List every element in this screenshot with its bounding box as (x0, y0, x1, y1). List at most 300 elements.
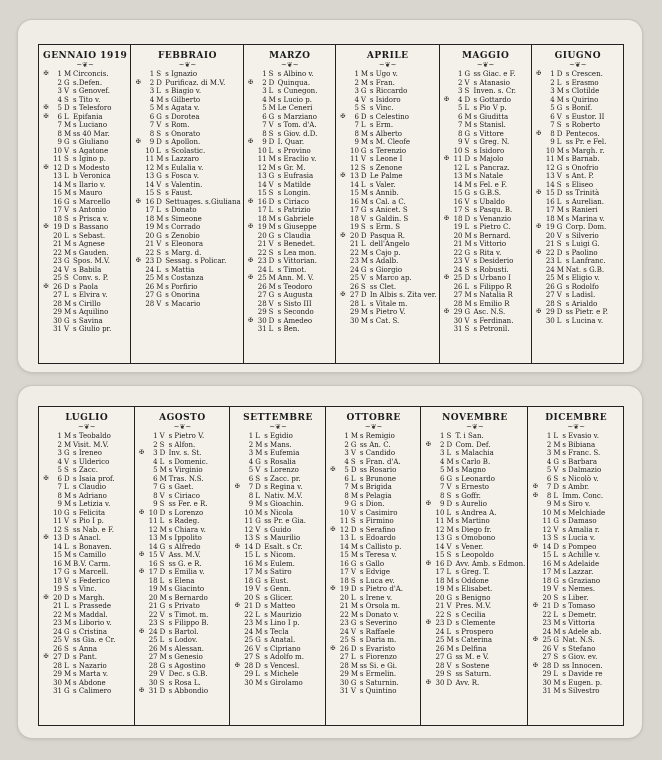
holiday-cross-icon (42, 449, 50, 458)
day-row (329, 509, 419, 518)
holiday-cross-icon (138, 653, 146, 662)
weekday-letter: S (268, 189, 274, 197)
saint-name: s Barnab. (565, 155, 600, 163)
day-row (443, 206, 529, 215)
day-row (42, 466, 132, 475)
holiday-cross-icon (531, 611, 539, 620)
saint-name: s Donato v. (359, 610, 399, 619)
day-row (134, 257, 240, 266)
weekday-letter: V (350, 687, 356, 695)
day-row (134, 79, 240, 88)
day-number: 2 (546, 440, 552, 449)
day-number: 27 (435, 653, 445, 661)
holiday-cross-icon (339, 257, 347, 266)
holiday-cross-icon: ✠ (135, 78, 141, 86)
weekday-letter: V (64, 87, 70, 95)
day-number: 19 (435, 585, 445, 593)
saint-name: s Privato (168, 602, 200, 610)
month-name: GENNAIO 1919 (43, 51, 128, 61)
ornament-icon: ~❦~ (476, 61, 495, 69)
saint-name: s Majolo (473, 155, 504, 163)
holiday-cross-icon: ✠ (43, 104, 49, 111)
holiday-cross-icon: ✠ (248, 316, 254, 324)
saint-name: s Federico (73, 576, 110, 585)
holiday-cross-icon: ✠ (340, 112, 346, 120)
saint-name: s Rosa L. (168, 678, 201, 687)
weekday-letter: L (64, 483, 69, 491)
day-row (424, 636, 525, 645)
holiday-cross-icon: ✠ (340, 172, 346, 179)
saint-name: s Camillo (73, 551, 106, 559)
day-number: 11 (148, 517, 158, 525)
day-number: 5 (439, 466, 445, 474)
saint-name: s Luigi G. (565, 240, 600, 248)
saint-name: s Adelaide (562, 559, 600, 568)
saint-name: s Gallo (359, 559, 385, 568)
day-row (247, 232, 333, 241)
day-number: 10 (453, 146, 463, 155)
saint-name: s Edvige (359, 568, 391, 576)
weekday-letter: M (268, 104, 276, 112)
holiday-cross-icon (443, 223, 451, 232)
day-number: 20 (545, 231, 555, 240)
saint-name: I. Quar. (277, 138, 305, 146)
holiday-cross-icon: ✠ (532, 636, 538, 643)
saint-name: ss G. e R. (168, 559, 202, 568)
holiday-cross-icon: ✠ (443, 214, 450, 222)
day-number: 23 (542, 619, 552, 627)
saint-name: s Pancraz. (473, 163, 510, 172)
day-number: 15 (453, 189, 463, 197)
day-number: 25 (257, 274, 267, 282)
weekday-letter: D (556, 308, 563, 316)
holiday-cross-icon (531, 551, 539, 560)
day-row (233, 645, 323, 654)
saint-name: s Ciriaco (168, 491, 200, 500)
day-number: 17 (257, 206, 267, 214)
day-row (339, 147, 437, 156)
holiday-cross-icon (424, 568, 432, 577)
weekday-letter: M (360, 189, 369, 197)
ornament-icon: ~❦~ (569, 61, 587, 69)
saint-name: s Emilia v. (168, 568, 205, 576)
saint-name: s Quintino (359, 687, 397, 695)
saint-name: s Igino p. (73, 155, 106, 163)
day-number: 24 (349, 265, 359, 274)
saint-name: Dec. s G.B. (168, 670, 208, 678)
day-number: 8 (458, 129, 463, 138)
holiday-cross-icon (134, 266, 142, 275)
month-name: DICEMBRE (545, 413, 608, 423)
day-number: 22 (53, 248, 62, 257)
saint-name: s Brunone (359, 474, 397, 483)
weekday-letter: L (156, 87, 161, 95)
day-row (42, 274, 128, 283)
day-row (138, 687, 228, 696)
weekday-letter: M (446, 576, 454, 585)
day-number: 3 (262, 87, 267, 95)
day-number: 6 (354, 112, 359, 121)
day-number: 4 (550, 95, 555, 104)
saint-name: Nat. s G.B. (565, 265, 605, 274)
day-row (247, 113, 333, 122)
holiday-cross-icon (42, 249, 50, 258)
weekday-letter: D (350, 585, 357, 593)
weekday-letter: L (464, 223, 470, 231)
saint-name: s Alfon. (168, 440, 196, 449)
saint-name: ss Clet. (369, 282, 397, 291)
holiday-cross-icon (424, 466, 432, 475)
day-row (535, 215, 621, 224)
saint-name: s Leone I (369, 155, 403, 163)
holiday-cross-icon (339, 155, 347, 164)
day-row (329, 568, 419, 577)
holiday-cross-icon (329, 458, 337, 467)
saint-name: s Cat. S. (369, 316, 400, 325)
day-number: 22 (545, 248, 555, 257)
weekday-letter: D (64, 534, 70, 542)
weekday-letter: D (446, 500, 453, 508)
day-row (42, 645, 132, 654)
saint-name: s Fran. (369, 78, 395, 87)
day-row (138, 534, 228, 543)
day-row (138, 594, 228, 603)
weekday-letter: G (268, 112, 275, 121)
weekday-letter: M (553, 619, 561, 627)
day-row (138, 619, 228, 628)
saint-name: ss Fer. e R. (168, 500, 208, 508)
holiday-cross-icon (233, 577, 241, 586)
weekday-letter: V (64, 206, 70, 214)
day-number: 16 (257, 197, 267, 206)
holiday-cross-icon (42, 645, 50, 654)
weekday-letter: M (64, 610, 72, 619)
weekday-letter: D (464, 95, 471, 104)
day-number: 3 (149, 87, 155, 95)
day-number: 31 (453, 325, 463, 333)
day-row (42, 70, 128, 79)
day-row (443, 87, 529, 96)
weekday-letter: V (64, 517, 70, 525)
weekday-letter: S (556, 240, 562, 248)
holiday-cross-icon (424, 662, 432, 671)
holiday-cross-icon (424, 645, 432, 654)
day-number: 13 (435, 534, 445, 542)
day-number: 3 (248, 449, 254, 457)
holiday-cross-icon (531, 653, 539, 662)
day-number: 15 (435, 551, 445, 559)
day-row (531, 636, 621, 645)
day-row (329, 662, 419, 671)
saint-name: dell'Angelo (369, 240, 410, 248)
saint-name: s Malachia (455, 449, 494, 457)
holiday-cross-icon (138, 636, 146, 645)
day-number: 24 (53, 627, 62, 636)
weekday-letter: G (350, 619, 357, 627)
day-number: 15 (148, 551, 158, 559)
weekday-letter: L (464, 163, 470, 172)
saint-name: s Agnese (73, 240, 105, 248)
weekday-letter: M (64, 248, 72, 257)
holiday-cross-icon (42, 215, 50, 224)
weekday-letter: M (464, 112, 472, 121)
day-row (329, 560, 419, 569)
holiday-cross-icon (42, 138, 50, 147)
saint-name: s Martino (455, 517, 490, 525)
day-row (247, 130, 333, 139)
weekday-letter: S (255, 474, 261, 483)
day-number: 9 (262, 138, 267, 146)
day-number: 30 (53, 316, 62, 325)
weekday-letter: V (360, 214, 366, 223)
holiday-cross-icon (531, 645, 539, 654)
day-number: 13 (53, 534, 62, 542)
day-row (535, 155, 621, 164)
day-number: 2 (439, 440, 445, 449)
saint-name: s Bonif. (565, 104, 593, 112)
saint-name: s Sebast. (73, 231, 106, 240)
saint-name: s Erasmo (565, 78, 599, 87)
holiday-cross-icon: ✠ (234, 602, 240, 609)
holiday-cross-icon (531, 568, 539, 577)
day-number: 7 (550, 121, 555, 129)
day-number: 28 (545, 299, 555, 308)
holiday-cross-icon (424, 653, 432, 662)
holiday-cross-icon (329, 568, 337, 577)
holiday-cross-icon (134, 164, 142, 173)
day-number: 26 (53, 644, 62, 653)
day-row (424, 449, 525, 458)
holiday-cross-icon (339, 87, 347, 96)
day-number: 11 (53, 155, 62, 163)
holiday-cross-icon (233, 551, 241, 560)
holiday-cross-icon (339, 223, 347, 232)
day-row (233, 475, 323, 484)
day-row (233, 602, 323, 611)
saint-name: s Bernard. (473, 231, 511, 240)
day-number: 29 (257, 308, 267, 316)
saint-name: s Remigio (359, 432, 395, 440)
saint-name: s Rita v. (473, 248, 502, 257)
day-number: 16 (339, 559, 349, 568)
holiday-cross-icon (134, 206, 142, 215)
day-number: 1 (153, 432, 158, 440)
day-number: 21 (435, 602, 445, 610)
weekday-letter: M (159, 466, 167, 474)
day-row (42, 526, 132, 535)
day-number: 1 (57, 70, 62, 78)
saint-name: s Ireneo (73, 449, 102, 457)
day-number: 18 (257, 214, 267, 223)
day-row (535, 87, 621, 96)
day-row (233, 432, 323, 441)
holiday-cross-icon (531, 670, 539, 679)
day-row (138, 526, 228, 535)
day-number: 19 (339, 585, 349, 593)
day-row (134, 283, 240, 292)
day-number: 7 (57, 483, 62, 491)
day-number: 20 (349, 231, 359, 240)
saint-name: s Maddal. (73, 610, 108, 619)
saint-name: s Valer. (369, 180, 396, 189)
holiday-cross-icon (339, 206, 347, 215)
day-row (247, 70, 333, 79)
weekday-letter: G (64, 78, 70, 87)
weekday-letter: L (360, 299, 366, 308)
saint-name: s Ben. (277, 325, 300, 333)
holiday-cross-icon (233, 432, 241, 441)
day-row (535, 232, 621, 241)
day-number: 29 (244, 670, 254, 678)
saint-name: s Marcell. (73, 568, 109, 576)
saint-name: s Anatal. (264, 636, 296, 644)
day-number: 17 (453, 206, 463, 214)
weekday-letter: V (64, 457, 70, 466)
day-number: 21 (257, 240, 267, 248)
holiday-cross-icon (424, 517, 432, 526)
saint-name: s Benedet. (277, 240, 316, 248)
saint-name: s Augusta (277, 291, 313, 299)
weekday-letter: V (159, 610, 165, 619)
saint-name: s Fiorenzo (359, 653, 397, 661)
saint-name: s Silvestro (562, 687, 600, 695)
day-number: 27 (349, 291, 359, 299)
day-number: 25 (53, 274, 62, 282)
holiday-cross-icon (134, 113, 142, 122)
weekday-letter: D (268, 138, 275, 146)
weekday-letter: S (464, 325, 470, 333)
day-number: 21 (453, 240, 463, 248)
day-number: 6 (262, 112, 267, 121)
weekday-letter: M (159, 585, 167, 593)
saint-name: s Filippo B. (168, 619, 209, 627)
holiday-cross-icon (339, 274, 347, 283)
day-row (247, 308, 333, 317)
holiday-cross-icon (42, 602, 50, 611)
day-row (339, 317, 437, 326)
day-number: 1 (354, 70, 359, 78)
weekday-letter: V (360, 274, 366, 282)
saint-name: s Diego fr. (455, 525, 492, 534)
holiday-cross-icon (42, 79, 50, 88)
saint-name: s Rom. (165, 121, 190, 129)
day-row (42, 155, 128, 164)
day-row (42, 130, 128, 139)
day-number: 19 (349, 223, 359, 231)
day-row (531, 602, 621, 611)
day-row (531, 560, 621, 569)
weekday-letter: V (446, 661, 452, 670)
saint-name: s Adriano (73, 491, 107, 500)
holiday-cross-icon (134, 283, 142, 292)
ornament-icon: ~❦~ (173, 423, 192, 431)
day-number: 28 (349, 299, 359, 308)
weekday-letter: M (350, 483, 358, 491)
saint-name: s Zenobio (165, 231, 200, 240)
weekday-letter: S (360, 223, 366, 231)
saint-name: s Chiara v. (168, 525, 206, 534)
weekday-letter: D (64, 474, 70, 483)
saint-name: s Onorina (165, 291, 200, 299)
holiday-cross-icon (247, 325, 255, 334)
saint-name: s Isidoro (369, 95, 401, 104)
holiday-cross-icon (443, 189, 451, 198)
saint-name: s Melchiade (562, 508, 606, 517)
day-number: 12 (257, 163, 267, 172)
day-number: 30 (349, 316, 359, 325)
day-row (531, 543, 621, 552)
weekday-letter: G (255, 576, 261, 585)
saint-name: s Evaristo (359, 644, 396, 653)
day-row (42, 636, 132, 645)
saint-name: s Natalia R (473, 291, 513, 299)
day-number: 12 (542, 525, 552, 534)
day-number: 19 (257, 223, 267, 231)
holiday-cross-icon (531, 577, 539, 586)
day-number: 3 (57, 449, 62, 457)
weekday-letter: L (553, 670, 559, 678)
day-number: 8 (546, 491, 552, 500)
day-number: 25 (542, 636, 552, 644)
holiday-cross-icon: ✠ (43, 653, 49, 660)
weekday-letter: D (464, 274, 471, 282)
day-number: 8 (354, 129, 359, 138)
holiday-cross-icon: ✠ (139, 687, 145, 694)
saint-name: ss Nab. e F. (73, 525, 114, 534)
weekday-letter: M (556, 87, 564, 95)
holiday-cross-icon: ✠ (43, 282, 49, 290)
saint-name: s Ranieri (565, 206, 598, 214)
holiday-cross-icon: ✠ (43, 163, 49, 171)
weekday-letter: M (64, 121, 72, 129)
weekday-letter: D (360, 291, 367, 299)
day-row (42, 96, 128, 105)
day-number: 26 (435, 644, 445, 653)
weekday-letter: V (556, 231, 562, 240)
holiday-cross-icon (424, 526, 432, 535)
month-name: FEBBRAIO (157, 51, 217, 61)
day-number: 7 (153, 483, 158, 491)
weekday-letter: L (556, 197, 562, 206)
day-number: 24 (257, 265, 267, 274)
saint-name: s Gr. M. (277, 163, 306, 172)
day-number: 5 (57, 466, 62, 474)
saint-name: s Emilio R (473, 299, 510, 308)
day-number: 4 (354, 95, 359, 104)
saint-name: s Galdin. S (369, 214, 409, 223)
saint-name: s Provino (277, 146, 311, 155)
day-number: 28 (145, 299, 155, 308)
calendar-card-top (18, 20, 642, 372)
day-number: 1 (550, 70, 555, 78)
month-name: MAGGIO (461, 51, 510, 61)
weekday-letter: M (350, 491, 358, 500)
day-number: 30 (435, 678, 445, 687)
holiday-cross-icon (42, 500, 50, 509)
day-number: 3 (344, 449, 349, 457)
day-row (42, 619, 132, 628)
day-row (134, 87, 240, 96)
saint-name: s Sostene (455, 661, 490, 670)
holiday-cross-icon (233, 492, 241, 501)
day-number: 10 (542, 508, 552, 517)
holiday-cross-icon: ✠ (443, 95, 450, 103)
holiday-cross-icon (138, 670, 146, 679)
day-row (42, 449, 132, 458)
weekday-letter: V (556, 291, 562, 299)
saint-name: s Satiro (264, 568, 292, 576)
day-number: 22 (257, 248, 267, 257)
